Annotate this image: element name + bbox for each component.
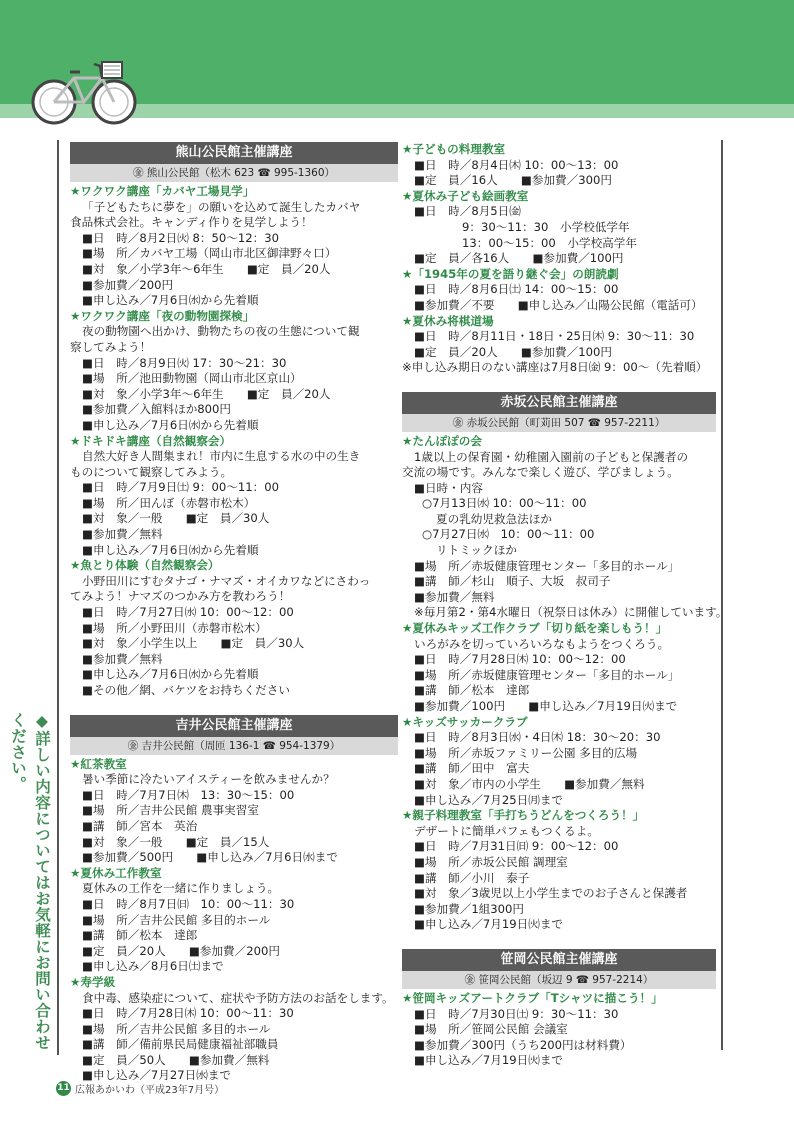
event-detail-line: ものについて観察してみよう。 [70, 464, 233, 479]
event-detail-line: 自然大好き人間集まれ！市内に生息する水の中の生き [82, 449, 361, 464]
event-detail-line: ■場 所／吉井公民館 農事実習室 [82, 803, 259, 818]
event-detail-line: ■対 象／一般 ■定 員／30人 [82, 511, 270, 526]
event-title: ★魚とり体験（自然観察会） [70, 558, 220, 573]
event-detail-line: ■日 時／8月2日㈫ 8：50～12：30 [82, 230, 279, 245]
event-detail-line: ■参加費／不要 ■申し込み／山陽公民館（電話可） [414, 297, 703, 312]
event-detail-line: ■参加費／無料 [82, 527, 163, 542]
event-detail-line: ■場 所／赤坂健康管理センター「多目的ホール」 [414, 558, 680, 573]
event-detail-line: 9：30～11：30 小学校低学年 [462, 219, 630, 234]
event-title: ★寿学級 [70, 974, 116, 989]
event-detail-line: ■日 時／7月30日㈯ 9：30～11：30 [414, 1006, 619, 1021]
event-title: ★「1945年の夏を語り継ぐ会」の朗読劇 [402, 266, 619, 281]
event-title: ★親子料理教室「手打ちうどんをつくろう！」 [402, 808, 645, 823]
section-heading: 赤坂公民館主催講座 [402, 392, 716, 414]
left-rule [57, 140, 59, 1055]
event-detail-line: 夏の乳幼児救急法ほか [436, 511, 552, 526]
right-rule [721, 140, 723, 1050]
event-title: ★夏休み将棋道場 [402, 313, 494, 328]
event-detail-line: ■参加費／300円（うち200円は材料費） [414, 1037, 632, 1052]
event-title: ★ワクワク講座「夜の動物園探検」 [70, 308, 255, 323]
inquiry-note: ◆詳しい内容についてはお気軽にお問い合わせください。 [9, 712, 51, 1051]
event-detail-line: ■対 象／小学生以上 ■定 員／30人 [82, 636, 305, 651]
event-detail-line: 「子どもたちに夢を」の願いを込めて誕生したカバヤ [82, 199, 361, 214]
event-title: ★キッズサッカークラブ [402, 714, 528, 729]
event-detail-line: ■申し込み／7月19日㈫まで [414, 917, 564, 932]
event-detail-line: ■日 時／7月31日㈰ 9：00～12：00 [414, 839, 619, 854]
event-title: ★夏休みキッズ工作クラブ「切り紙を楽しもう！」 [402, 621, 668, 636]
event-detail-line: ■参加費／500円 ■申し込み／7月6日㈬まで [82, 850, 338, 865]
event-detail-line: 小野田川にすむタナゴ・ナマズ・オイカワなどにさわっ [82, 573, 371, 588]
event-detail-line: ■場 所／赤坂公民館 調理室 [414, 854, 568, 869]
event-detail-line: ■定 員／20人 ■参加費／200円 [82, 943, 280, 958]
event-detail-line: ■日 時／8月7日㈰ 10：00～11：30 [82, 896, 295, 911]
event-detail-line: ○7月27日㈬ 10：00～11：00 [422, 527, 595, 542]
event-detail-line: ■講 師／宮本 英治 [82, 818, 198, 833]
event-detail-line: ※申し込み期日のない講座は7月8日㈮ 9：00～（先着順） [402, 360, 708, 375]
event-detail-line: ■対 象／小学3年～6年生 ■定 員／20人 [82, 386, 331, 401]
event-detail-line: デザートに簡単パフェもつくるよ。 [414, 823, 599, 838]
event-detail-line: ■日 時／8月11日・18日・25日㈭ 9：30～11：30 [414, 329, 695, 344]
event-detail-line: ■対 象／市内の小学生 ■参加費／無料 [414, 776, 645, 791]
section-heading: 吉井公民館主催講座 [70, 715, 398, 737]
event-detail-line: ■講 師／松本 達郎 [414, 683, 530, 698]
event-detail-line: 察してみよう！ [70, 339, 152, 354]
section-address: ㊎ 熊山公民館（松木 623 ☎ 995-1360） [70, 164, 398, 182]
event-detail-line: ■参加費／100円 ■申し込み／7月19日㈫まで [414, 699, 678, 713]
event-detail-line: ■申し込み／7月19日㈫まで [414, 1053, 564, 1068]
event-detail-line: 1歳以上の保育園・幼稚園入園前の子どもと保護者の [414, 449, 689, 464]
page-header [0, 0, 794, 128]
section-address: ㊎ 赤坂公民館（町苅田 507 ☎ 957-2211） [402, 414, 716, 432]
section-heading: 熊山公民館主催講座 [70, 142, 398, 164]
event-detail-line: 交流の場です。みんなで楽しく遊び、学びましょう。 [402, 465, 679, 480]
event-detail-line: 夏休みの工作を一緒に作りましょう。 [82, 881, 280, 896]
event-detail-line: ■場 所／吉井公民館 多目的ホール [82, 912, 271, 927]
event-detail-line: ■日 時／7月9日㈯ 9：00～11：00 [82, 480, 279, 495]
event-title: ★紅茶教室 [70, 756, 127, 771]
event-title: ★ワクワク講座「カバヤ工場見学」 [70, 184, 255, 198]
event-detail-line: ■申し込み／7月27日㈬まで [82, 1068, 232, 1083]
event-detail-line: ■場 所／赤坂健康管理センター「多目的ホール」 [414, 667, 680, 682]
section-gap [70, 699, 398, 715]
event-detail-line: いろがみを切っていろいろなもようをつくろう。 [414, 636, 670, 651]
event-detail-line: リトミックほか [436, 543, 517, 558]
event-detail-line: ■場 所／小野田川（赤磐市松木） [82, 620, 267, 635]
event-detail-line: ■参加費／1組300円 [414, 901, 525, 916]
event-detail-line: ■定 員／20人 ■参加費／100円 [414, 344, 612, 359]
event-detail-line: ■場 所／田んぼ（赤磐市松木） [82, 495, 256, 510]
page-footer [56, 1081, 224, 1096]
event-detail-line: ■日 時／8月3日㈬・4日㈭ 18：30～20：30 [414, 730, 661, 745]
event-detail-line: ■参加費／無料 [82, 651, 163, 666]
event-detail-line: ■場 所／吉井公民館 多目的ホール [82, 1021, 271, 1036]
event-detail-line: ■その他／網、バケツをお持ちください [82, 683, 290, 697]
event-detail-line: ■日 時／7月28日㈭ 10：00～11：30 [82, 1006, 294, 1021]
event-detail-line: ■日 時／8月6日㈯ 14：00～15：00 [414, 282, 619, 297]
section-address: ㊎ 笹岡公民館（坂辺 9 ☎ 957-2214） [402, 971, 716, 989]
event-detail-line: ■参加費／無料 [414, 589, 495, 604]
event-detail-line: ■対 象／3歳児以上小学生までのお子さんと保護者 [414, 886, 688, 901]
event-detail-line: 食中毒、感染症について、症状や予防方法のお話をします。 [82, 990, 394, 1005]
event-detail-line: ■申し込み／7月6日㈬から先着順 [82, 667, 259, 682]
event-detail-line: てみよう！ナマズのつかみ方を教わろう！ [70, 589, 291, 604]
event-detail-line: ■申し込み／7月6日㈬から先着順 [82, 417, 259, 432]
section-gap [402, 933, 716, 949]
event-detail-line: ■定 員／各16人 ■参加費／100円 [414, 251, 624, 266]
event-detail-line: 夜の動物園へ出かけ、動物たちの夜の生態について観 [82, 324, 360, 339]
right-column [402, 142, 728, 1069]
event-detail-line: ■講 師／杉山 順子、大坂 叔司子 [414, 574, 611, 589]
event-detail-line: ■講 師／小川 泰子 [414, 870, 530, 885]
event-detail-line: ■場 所／赤坂ファミリー公園 多目的広場 [414, 745, 638, 760]
event-detail-line: ■日 時／8月5日㈮ [414, 204, 521, 219]
event-detail-line: ■講 師／田中 富夫 [414, 761, 530, 776]
event-detail-line: 食品株式会社。キャンディ作りを見学しよう！ [70, 215, 313, 230]
event-detail-line: ■日 時／7月28日㈭ 10：00～12：00 [414, 652, 626, 667]
event-detail-line: ■定 員／50人 ■参加費／無料 [82, 1052, 270, 1067]
event-detail-line: 13：00～15：00 小学校高学年 [462, 235, 637, 250]
event-detail-line: 暑い季節に冷たいアイスティーを飲みませんか？ [82, 772, 335, 787]
event-title: ★夏休み工作教室 [70, 865, 162, 880]
event-detail-line: ■申し込み／7月6日㈬から先着順 [82, 542, 259, 557]
event-detail-line: ■日 時／7月27日㈬ 10：00～12：00 [82, 605, 294, 620]
section-gap [402, 376, 716, 392]
event-detail-line: ■場 所／笹岡公民館 会議室 [414, 1022, 568, 1037]
event-detail-line: ■申し込み／7月6日㈬から先着順 [82, 293, 259, 308]
page-number: 11 [56, 1081, 71, 1096]
event-detail-line: ■日 時／8月9日㈫ 17：30～21：30 [82, 355, 287, 370]
event-detail-line: ■講 師／備前県民局健康福祉部職員 [82, 1037, 279, 1052]
event-title: ★笹岡キッズアートクラブ「Tシャツに描こう！」 [402, 990, 663, 1005]
event-detail-line: ■場 所／池田動物園（岡山市北区京山） [82, 371, 302, 386]
event-title: ★子どもの料理教室 [402, 142, 506, 156]
event-title: ★たんぽぽの会 [402, 433, 482, 448]
publication-name: 広報あかいわ（平成23年7月号） [75, 1085, 225, 1096]
event-detail-line: ■対 象／小学3年～6年生 ■定 員／20人 [82, 261, 331, 276]
event-detail-line: ■申し込み／8月6日㈯まで [82, 959, 224, 974]
event-detail-line: ■参加費／入館料ほか800円 [82, 402, 232, 417]
event-detail-line: ○7月13日㈬ 10：00～11：00 [422, 496, 587, 511]
event-detail-line: ※毎月第2・第4水曜日（祝祭日は休み）に開催しています。 [414, 605, 728, 620]
section-heading: 笹岡公民館主催講座 [402, 949, 716, 971]
event-detail-line: ■日 時／7月7日㈭ 13：30～15：00 [82, 787, 295, 802]
section-address: ㊎ 吉井公民館（周匝 136-1 ☎ 954-1379） [70, 737, 398, 755]
left-column [70, 142, 398, 1084]
event-detail-line: ■申し込み／7月25日㈪まで [414, 792, 564, 807]
bicycle-icon [30, 52, 138, 128]
event-detail-line: ■対 象／一般 ■定 員／15人 [82, 834, 270, 849]
event-title: ★ドキドキ講座（自然観察会） [70, 433, 232, 448]
event-detail-line: ■場 所／カバヤ工場（岡山市北区御津野々口） [82, 246, 337, 261]
event-title: ★夏休み子ども絵画教室 [402, 188, 529, 203]
event-detail-line: ■講 師／松本 達郎 [82, 928, 198, 943]
event-detail-line: ■日時・内容 [414, 480, 483, 495]
event-detail-line: ■参加費／200円 [82, 277, 174, 292]
event-detail-line: ■日 時／8月4日㈭ 10：00～13：00 [414, 157, 619, 172]
event-detail-line: ■定 員／16人 ■参加費／300円 [414, 173, 612, 188]
